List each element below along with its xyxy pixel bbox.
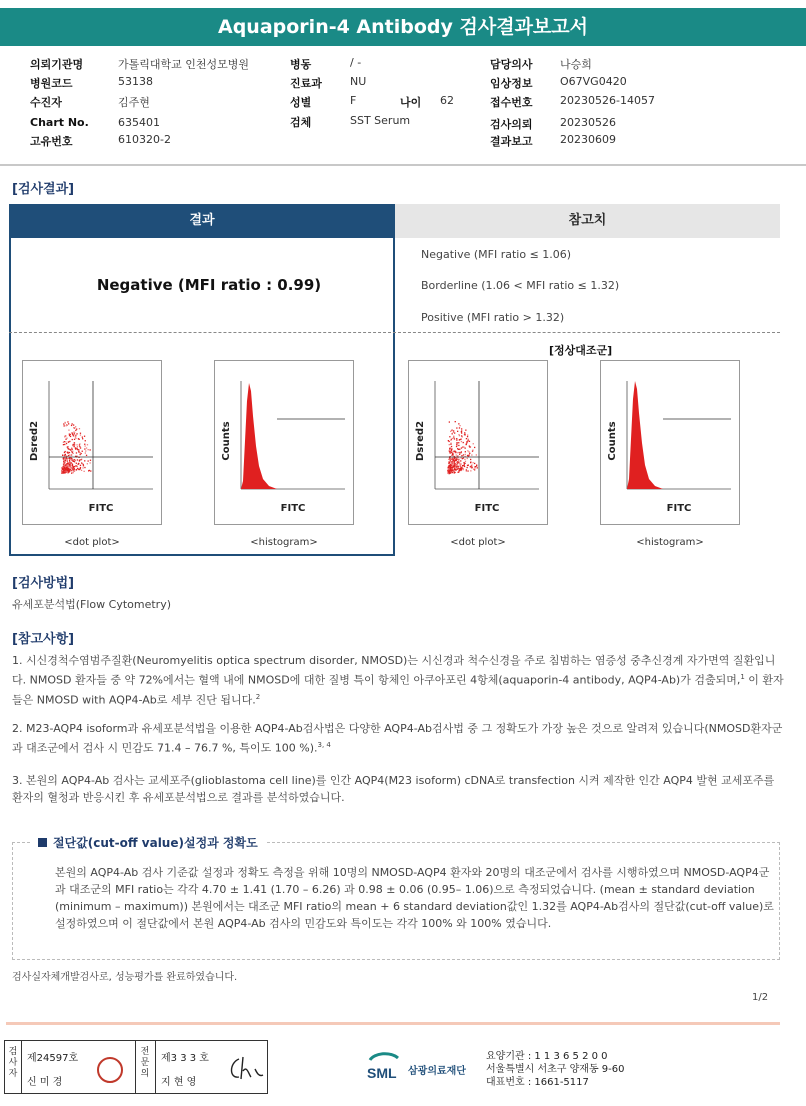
examiner-vertical-label: 검사자 xyxy=(8,1047,18,1079)
result-date-label: 결과보고 xyxy=(490,135,533,148)
lab-phone: 대표번호 : 1661-5117 xyxy=(486,1077,589,1088)
lab-address: 서울특별시 서초구 양재동 9-60 xyxy=(486,1064,625,1075)
histogram-control xyxy=(600,360,740,525)
note-1-ref-2: 2 xyxy=(255,692,261,701)
institution-label: 의뢰기관명 xyxy=(30,58,84,71)
request-label: 검사의뢰 xyxy=(490,118,533,131)
square-bullet-icon xyxy=(38,838,47,847)
cutoff-text: 본원의 AQP4-Ab 검사 기준값 설정과 정확도 측정을 위해 10명의 NMOSD-AQP4 환자와 20명의 대조군에서 검사를 시행하였으며 NMOSD-AQP4군과 대조군의 MFI ratio는 각각 4.70 ± 1.41 (1.70 – 6.26) 과 0.98 ± 0.06 (0.95– 1.06)으로 측정되었습니다. (mean ± standard deviation (minimum – maximum)) 본원에서는 대조군 MFI ratio의 mean + 6 standard deviation값인 1.32를 AQP4-Ab검사의 절단값(cut-off value)로 설정하였으며 이 절단값에서 본원 AQP4-Ab 검사의 민감도와 특이도는 각각 100% 와 100% 였습니다. xyxy=(55,866,774,930)
request-value: 20230526 xyxy=(560,116,616,129)
result-value: Negative (MFI ratio : 0.99) xyxy=(96,276,322,294)
note-2-text: 2. M23-AQP4 isoform과 유세포분석법을 이용한 AQP4-Ab검사법은 다양한 AQP4-Ab검사법 중 그 정확도가 가장 높은 것으로 알려져 있습니다(NMOSD환자군과 대조군에서 검사 시 민감도 71.4 – 76.7 %, 특이도 100 %). xyxy=(12,722,783,755)
histogram-control-xlabel: FITC xyxy=(666,503,692,514)
examiner-name: 신 미 경 xyxy=(27,1077,63,1088)
notes-section-title: [참고사항] xyxy=(12,632,75,647)
signature-box xyxy=(4,1040,268,1094)
age-label: 나이 xyxy=(400,96,422,109)
histogram-caption: <histogram> xyxy=(250,537,318,548)
report-title: Aquaporin-4 Antibody 검사결과보고서 xyxy=(0,8,806,46)
sml-logo-icon xyxy=(364,1050,404,1084)
results-section-title: [검사결과] xyxy=(12,182,75,197)
patient-value: 김주현 xyxy=(118,96,150,109)
footer-divider xyxy=(6,1022,780,1025)
specialist-name: 지 현 영 xyxy=(161,1077,197,1088)
normal-control-label: [정상대조군] xyxy=(549,344,613,357)
histogram-control-ylabel: Counts xyxy=(607,421,618,461)
info-divider xyxy=(0,164,806,166)
receipt-value: 20230526-14057 xyxy=(560,94,655,107)
method-text: 유세포분석법(Flow Cytometry) xyxy=(12,598,172,611)
dot-plot-control xyxy=(408,360,548,525)
reference-header: 참고치 xyxy=(395,204,780,238)
dept-value: NU xyxy=(350,75,367,88)
sex-value: F xyxy=(350,94,357,107)
logo-text: SML xyxy=(367,1065,397,1081)
foundation-name: 삼광의료재단 xyxy=(408,1066,466,1077)
histogram-patient xyxy=(214,360,354,525)
clinical-value: O67VG0420 xyxy=(560,75,627,88)
method-section-title: [검사방법] xyxy=(12,576,75,591)
dot-plot-caption: <dot plot> xyxy=(64,537,120,548)
note-paragraph-1 xyxy=(12,652,787,708)
note-2-ref: 3, 4 xyxy=(317,741,331,749)
dept-label: 진료과 xyxy=(290,77,322,90)
lab-logo xyxy=(364,1050,494,1084)
clinical-label: 임상정보 xyxy=(490,77,533,90)
note-1-tail: 이 환자들은 NMOSD with AQP4-Ab로 세부 진단 됩니다. xyxy=(12,673,784,707)
specimen-label: 검체 xyxy=(290,116,312,129)
histogram-xlabel: FITC xyxy=(280,503,306,514)
note-paragraph-2 xyxy=(12,720,787,757)
histogram-ylabel: Counts xyxy=(221,421,232,461)
unique-value: 610320-2 xyxy=(118,133,171,146)
examiner-seal-icon xyxy=(97,1057,123,1083)
signature-icon xyxy=(225,1055,265,1085)
institution-value: 가톨릭대학교 인천성모병원 xyxy=(118,58,250,71)
results-dashed-divider xyxy=(9,332,780,333)
chart-label: Chart No. xyxy=(30,116,89,129)
note-1-ref-1: 1 xyxy=(740,673,745,681)
nursing-code: 요양기관 : 1 1 3 6 5 2 0 0 xyxy=(486,1051,608,1062)
result-header: 결과 xyxy=(9,204,395,238)
ref-positive: Positive (MFI ratio > 1.32) xyxy=(421,311,565,324)
receipt-label: 접수번호 xyxy=(490,96,533,109)
lab-info xyxy=(486,1050,625,1089)
ward-value: / - xyxy=(350,56,362,69)
cutoff-title xyxy=(30,834,266,851)
specimen-value: SST Serum xyxy=(350,114,411,127)
note-paragraph-3: 3. 본원의 AQP4-Ab 검사는 교세포주(glioblastoma cell line)를 인간 AQP4(M23 isoform) cDNA로 transfection 시켜 제작한 인간 AQP4 발현 교세포주를 환자의 혈청과 반응시킨 후 유세포분석법으로 결과를 분석하였습니다. xyxy=(12,774,775,804)
development-note: 검사실자체개발검사로, 성능평가를 완료하였습니다. xyxy=(12,972,238,983)
note-1-text: 1. 시신경척수염범주질환(Neuromyelitis optica spectrum disorder, NMOSD)는 시신경과 척수신경을 주로 침범하는 염증성 중추신경계 자가면역 질환입니다. NMOSD 환자들 중 약 72%에서는 혈액 내에 NMOSD에 대한 질병 특이 항체인 아쿠아포린 4항체(aquaporin-4 antibody, AQP4-Ab)가 검출되며, xyxy=(12,654,776,687)
dot-plot-patient xyxy=(22,360,162,525)
examiner-license: 제24597호 xyxy=(27,1053,79,1064)
specialist-vertical-label: 전문의 xyxy=(140,1047,150,1079)
sex-label: 성별 xyxy=(290,96,312,109)
result-date-value: 20230609 xyxy=(560,133,616,146)
ref-borderline: Borderline (1.06 < MFI ratio ≤ 1.32) xyxy=(421,279,620,292)
dot-plot-ylabel: Dsred2 xyxy=(29,420,40,462)
chart-value: 635401 xyxy=(118,116,160,129)
dot-plot-xlabel: FITC xyxy=(88,503,114,514)
age-value: 62 xyxy=(440,94,454,107)
hospital-code-value: 53138 xyxy=(118,75,153,88)
page-number: 1/2 xyxy=(752,992,769,1003)
specialist-license: 제3 3 3 호 xyxy=(161,1053,209,1064)
doctor-value: 나승희 xyxy=(560,58,592,71)
patient-info xyxy=(0,56,806,166)
cutoff-title-text: 절단값(cut-off value)설정과 정확도 xyxy=(53,836,258,850)
dot-plot-control-xlabel: FITC xyxy=(474,503,500,514)
doctor-label: 담당의사 xyxy=(490,58,533,71)
dot-plot-control-ylabel: Dsred2 xyxy=(415,420,426,462)
ref-negative: Negative (MFI ratio ≤ 1.06) xyxy=(421,248,572,261)
unique-label: 고유번호 xyxy=(30,135,73,148)
patient-label: 수진자 xyxy=(30,96,62,109)
hospital-code-label: 병원코드 xyxy=(30,77,73,90)
histogram-control-caption: <histogram> xyxy=(636,537,704,548)
dot-plot-control-caption: <dot plot> xyxy=(450,537,506,548)
ward-label: 병동 xyxy=(290,58,312,71)
